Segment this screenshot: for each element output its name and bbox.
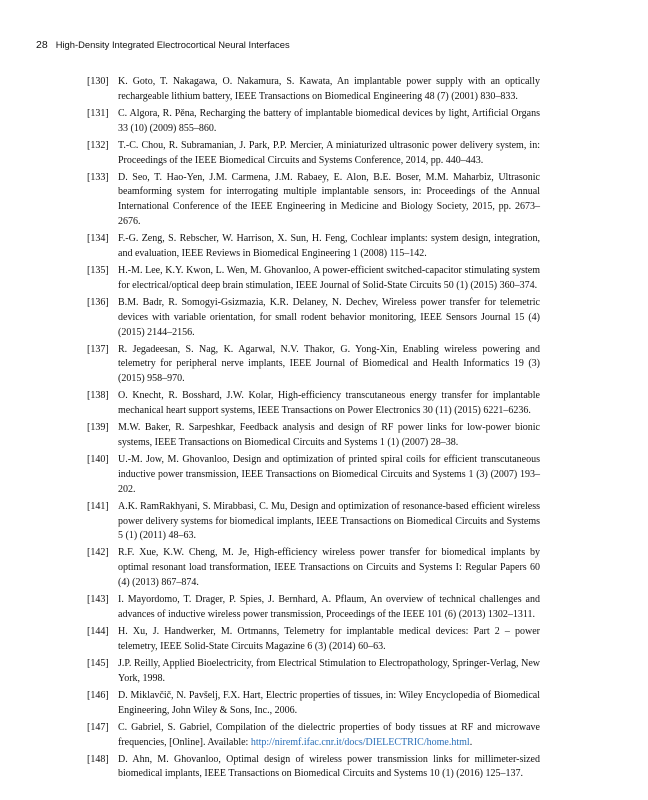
reference-text: F.-G. Zeng, S. Rebscher, W. Harrison, X. Sun, H. Feng, Cochlear implants: system design, integration, and evaluation, IEEE Reviews in Biomedical Engineering 1 (2008) 115–142. [118, 233, 540, 259]
reference-item [87, 625, 540, 655]
reference-number: [135] [87, 265, 109, 277]
reference-number: [131] [87, 107, 109, 119]
reference-item [87, 296, 540, 340]
reference-number: [140] [87, 454, 109, 466]
reference-item [87, 421, 540, 451]
reference-item [87, 343, 540, 387]
reference-item [87, 453, 540, 497]
reference-number: [134] [87, 233, 109, 245]
reference-number: [139] [87, 422, 109, 434]
reference-item [87, 500, 540, 544]
reference-number: [132] [87, 139, 109, 151]
reference-item [87, 546, 540, 590]
reference-text: R.F. Xue, K.W. Cheng, M. Je, High-efficiency wireless power transfer for biomedical implants by optimal resonant load transformation, IEEE Transactions on Circuits and Systems I: Regular Papers 60 (4) (2013) 867–874. [118, 547, 540, 589]
reference-text: C. Algora, R. Pěna, Recharging the battery of implantable biomedical devices by light, Artificial Organs 33 (10) (2009) 855–860. [118, 107, 540, 134]
reference-suffix: . [469, 736, 473, 748]
reference-number: [147] [87, 721, 109, 733]
reference-number: [133] [87, 171, 109, 183]
reference-item [87, 389, 540, 419]
reference-item [87, 171, 540, 230]
reference-text: U.-M. Jow, M. Ghovanloo, Design and optimization of printed spiral coils for efficient transcutaneous inductive power transmission, IEEE Transactions on Biomedical Circuits and Systems 1 (3) (2007) 193–202. [118, 454, 540, 495]
reference-item [87, 264, 540, 294]
reference-item [87, 232, 540, 262]
reference-number: [136] [87, 296, 109, 308]
reference-number: [138] [87, 390, 109, 402]
reference-number: [141] [87, 500, 109, 512]
reference-number: [143] [87, 594, 109, 606]
reference-text: C. Gabriel, S. Gabriel, Compilation of the dielectric properties of body tissues at RF and microwave frequencies, [Online]. Available: [118, 721, 540, 748]
page-number: 28 [36, 39, 48, 51]
reference-text: D. Miklavčič, N. Pavšelj, F.X. Hart, Electric properties of tissues, in: Wiley Encyclopedia of Biomedical Engineering, John Wiley & Sons, Inc., 2006. [118, 689, 540, 716]
reference-number: [148] [87, 753, 109, 765]
reference-text: D. Ahn, M. Ghovanloo, Optimal design of wireless power transmission links for millimeter-sized biomedical implants, IEEE Transactions on Biomedical Circuits and Systems 10 (1) (2016) 125–137. [118, 753, 540, 780]
reference-text: A.K. RamRakhyani, S. Mirabbasi, C. Mu, Design and optimization of resonance-based efficient wireless power delivery systems for biomedical implants, IEEE Transactions on Biomedical Circuits and Systems 5 (1) (2011) 48–63. [118, 500, 540, 542]
reference-text: H. Xu, J. Handwerker, M. Ortmanns, Telemetry for implantable medical devices: Part 2 – power telemetry, IEEE Solid-State Circuits Magazine 6 (3) (2014) 60–63. [118, 626, 540, 652]
reference-text: M.W. Baker, R. Sarpeshkar, Feedback analysis and design of RF power links for low-power bionic systems, IEEE Transactions on Biomedical Circuits and Systems 1 (1) (2007) 28–38. [118, 422, 540, 448]
reference-number: [137] [87, 343, 109, 355]
reference-text: K. Goto, T. Nakagawa, O. Nakamura, S. Kawata, An implantable power supply with an optically rechargeable lithium battery, IEEE Transactions on Biomedical Engineering 48 (7) (2001) 830–833. [118, 76, 540, 102]
reference-text: H.-M. Lee, K.Y. Kwon, L. Wen, M. Ghovanloo, A power-efficient switched-capacitor stimulating system for electrical/optical deep brain stimulation, IEEE Journal of Solid-State Circuits 50 (1) (2015) 360–374. [118, 265, 540, 291]
reference-item [87, 139, 540, 169]
reference-text: B.M. Badr, R. Somogyi-Gsizmazia, K.R. Delaney, N. Dechev, Wireless power transfer for telemetric devices with variable orientation, for small rodent behavior monitoring, IEEE Sensors Journal 15 (4) (2015) 2144–2156. [118, 296, 540, 338]
reference-item [87, 689, 540, 719]
reference-number: [145] [87, 657, 109, 669]
reference-link[interactable]: http://niremf.ifac.cnr.it/docs/DIELECTRIC/home.html [250, 736, 470, 748]
reference-list [87, 75, 540, 785]
reference-text: R. Jegadeesan, S. Nag, K. Agarwal, N.V. Thakor, G. Yong-Xin, Enabling wireless powering and telemetry for peripheral nerve implants, IEEE Journal of Biomedical and Health Informatics 19 (3) (2015) 958–970. [118, 343, 540, 385]
chapter-title: High-Density Integrated Electrocortical Neural Interfaces [55, 39, 290, 50]
reference-text: O. Knecht, R. Bosshard, J.W. Kolar, High-efficiency transcutaneous energy transfer for implantable mechanical heart support systems, IEEE Transactions on Power Electronics 30 (11) (2015) 6221–6236. [118, 390, 540, 417]
reference-number: [130] [87, 76, 109, 87]
reference-item [87, 593, 540, 623]
reference-item [87, 657, 540, 687]
reference-text: T.-C. Chou, R. Subramanian, J. Park, P.P. Mercier, A miniaturized ultrasonic power delivery system, in: Proceedings of the IEEE Biomedical Circuits and Systems Conference, 2014, pp. 440–443. [118, 139, 540, 166]
reference-number: [146] [87, 689, 109, 701]
running-head [36, 39, 290, 51]
reference-number: [142] [87, 547, 109, 559]
reference-item [87, 721, 540, 751]
reference-text: I. Mayordomo, T. Drager, P. Spies, J. Bernhard, A. Pflaum, An overview of technical challenges and advances of inductive wireless power transmission, Proceedings of the IEEE 101 (6) (2013) 1302–1311. [118, 594, 540, 620]
reference-text: J.P. Reilly, Applied Bioelectricity, from Electrical Stimulation to Electropathology, Springer-Verlag, New York, 1998. [118, 657, 540, 684]
reference-text: D. Seo, T. Hao-Yen, J.M. Carmena, J.M. Rabaey, E. Alon, B.E. Boser, M.M. Maharbiz, Ultrasonic beamforming system for interrogating multiple implantable sensors, in: Proceedings of the Annual International Conference of the IEEE Engineering in Medicine and Biology Society, 2015, pp. 2673–2676. [118, 171, 540, 228]
reference-item [87, 107, 540, 137]
reference-number: [144] [87, 626, 109, 638]
reference-item [87, 753, 540, 783]
reference-item [87, 75, 540, 105]
